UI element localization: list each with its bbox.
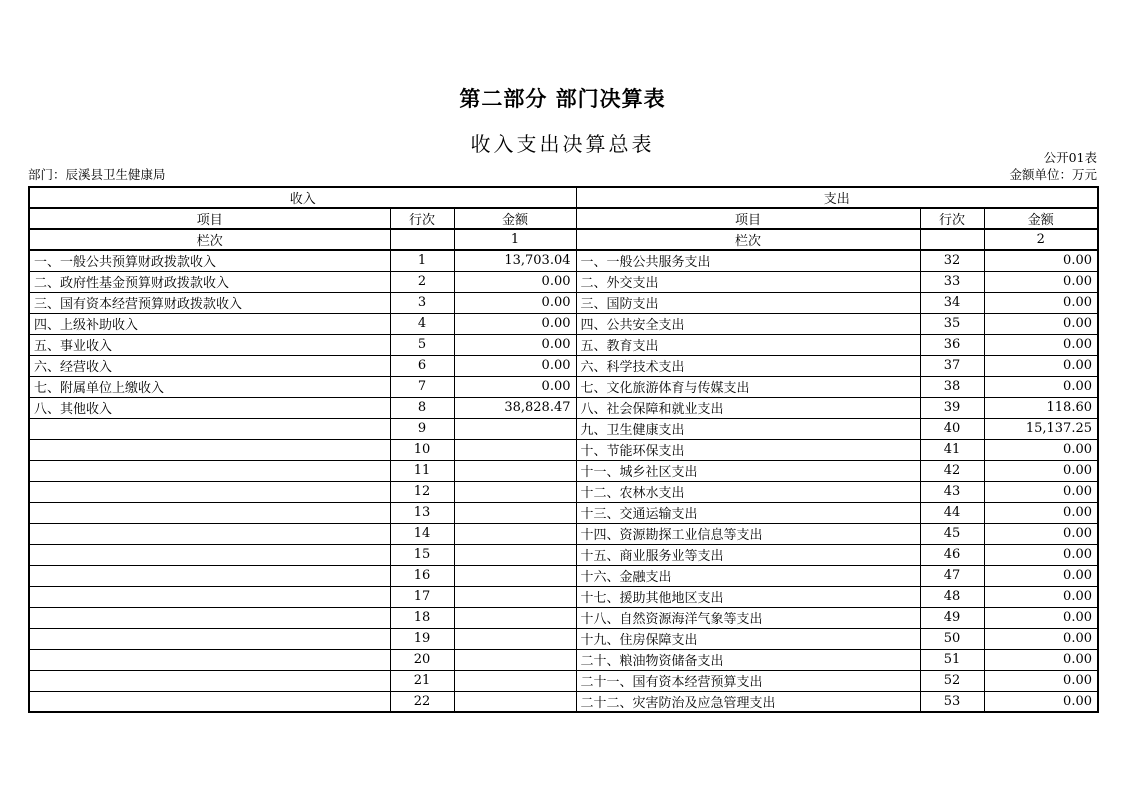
income-item-cell: 二、政府性基金预算财政拨款收入	[29, 271, 390, 292]
income-amount-cell	[454, 607, 576, 628]
department-label: 部门：辰溪县卫生健康局	[28, 167, 166, 182]
income-col-header-item: 项目	[29, 208, 390, 229]
income-item-cell	[29, 670, 390, 691]
expense-item-cell: 二十二、灾害防治及应急管理支出	[576, 691, 920, 712]
table-row	[29, 649, 1098, 670]
expense-amount-cell: 118.60	[984, 397, 1098, 418]
expense-line-cell: 52	[920, 670, 984, 691]
income-amount-cell: 0.00	[454, 355, 576, 376]
income-item-cell: 五、事业收入	[29, 334, 390, 355]
expense-line-cell: 35	[920, 313, 984, 334]
expense-item-cell: 十二、农林水支出	[576, 481, 920, 502]
income-line-cell: 18	[390, 607, 454, 628]
meta-row	[28, 165, 1097, 183]
income-item-cell: 六、经营收入	[29, 355, 390, 376]
income-amount-cell: 0.00	[454, 313, 576, 334]
income-line-cell: 10	[390, 439, 454, 460]
table-row	[29, 376, 1098, 397]
table-row	[29, 544, 1098, 565]
income-line-cell: 14	[390, 523, 454, 544]
expense-item-cell: 十七、援助其他地区支出	[576, 586, 920, 607]
expense-col-number: 2	[984, 229, 1098, 250]
income-line-cell: 16	[390, 565, 454, 586]
expense-lanci-line-cell	[920, 229, 984, 250]
expense-amount-cell: 0.00	[984, 460, 1098, 481]
expense-amount-cell: 0.00	[984, 376, 1098, 397]
expense-line-cell: 32	[920, 250, 984, 271]
income-line-cell: 11	[390, 460, 454, 481]
table-row	[29, 460, 1098, 481]
income-item-cell	[29, 481, 390, 502]
expense-line-cell: 40	[920, 418, 984, 439]
expense-item-cell: 九、卫生健康支出	[576, 418, 920, 439]
income-amount-cell: 0.00	[454, 271, 576, 292]
expense-item-cell: 十五、商业服务业等支出	[576, 544, 920, 565]
table-code: 公开01表	[1043, 150, 1097, 165]
expense-line-cell: 49	[920, 607, 984, 628]
income-line-cell: 9	[390, 418, 454, 439]
expense-item-cell: 十九、住房保障支出	[576, 628, 920, 649]
income-line-cell: 2	[390, 271, 454, 292]
income-line-cell: 13	[390, 502, 454, 523]
income-section-header: 收入	[29, 187, 576, 208]
expense-amount-cell: 0.00	[984, 313, 1098, 334]
expense-amount-cell: 0.00	[984, 586, 1098, 607]
expense-lanci-label: 栏次	[576, 229, 920, 250]
table-row	[29, 418, 1098, 439]
expense-line-cell: 36	[920, 334, 984, 355]
income-line-cell: 3	[390, 292, 454, 313]
income-amount-cell	[454, 523, 576, 544]
expense-line-cell: 34	[920, 292, 984, 313]
income-col-header-amount: 金额	[454, 208, 576, 229]
expense-item-cell: 四、公共安全支出	[576, 313, 920, 334]
table-title: 收入支出决算总表	[470, 132, 655, 156]
column-header-row	[29, 208, 1098, 229]
expense-section-header: 支出	[576, 187, 1098, 208]
expense-amount-cell: 0.00	[984, 691, 1098, 712]
income-line-cell: 17	[390, 586, 454, 607]
expense-amount-cell: 0.00	[984, 565, 1098, 586]
expense-col-header-line: 行次	[920, 208, 984, 229]
table-row	[29, 628, 1098, 649]
income-amount-cell	[454, 502, 576, 523]
income-amount-cell: 0.00	[454, 376, 576, 397]
income-amount-cell: 0.00	[454, 334, 576, 355]
income-line-cell: 22	[390, 691, 454, 712]
income-line-cell: 5	[390, 334, 454, 355]
income-item-cell	[29, 607, 390, 628]
income-col-number: 1	[454, 229, 576, 250]
expense-line-cell: 51	[920, 649, 984, 670]
table-row	[29, 355, 1098, 376]
table-row	[29, 670, 1098, 691]
table-row	[29, 565, 1098, 586]
table-row	[29, 481, 1098, 502]
table-row	[29, 502, 1098, 523]
column-number-row	[29, 229, 1098, 250]
income-line-cell: 15	[390, 544, 454, 565]
expense-item-cell: 十一、城乡社区支出	[576, 460, 920, 481]
income-item-cell	[29, 439, 390, 460]
expense-line-cell: 42	[920, 460, 984, 481]
income-amount-cell	[454, 544, 576, 565]
expense-amount-cell: 0.00	[984, 439, 1098, 460]
income-amount-cell	[454, 586, 576, 607]
expense-line-cell: 48	[920, 586, 984, 607]
income-item-cell	[29, 586, 390, 607]
expense-item-cell: 一、一般公共服务支出	[576, 250, 920, 271]
expense-col-header-amount: 金额	[984, 208, 1098, 229]
expense-amount-cell: 0.00	[984, 250, 1098, 271]
income-col-header-line: 行次	[390, 208, 454, 229]
expense-line-cell: 33	[920, 271, 984, 292]
table-row	[29, 334, 1098, 355]
expense-item-cell: 二、外交支出	[576, 271, 920, 292]
expense-amount-cell: 0.00	[984, 544, 1098, 565]
income-lanci-label: 栏次	[29, 229, 390, 250]
expense-item-cell: 十三、交通运输支出	[576, 502, 920, 523]
income-item-cell: 八、其他收入	[29, 397, 390, 418]
table-row	[29, 523, 1098, 544]
expense-line-cell: 47	[920, 565, 984, 586]
income-amount-cell	[454, 628, 576, 649]
income-amount-cell: 38,828.47	[454, 397, 576, 418]
income-line-cell: 7	[390, 376, 454, 397]
table-row	[29, 250, 1098, 271]
expense-line-cell: 41	[920, 439, 984, 460]
table-body	[29, 250, 1098, 712]
expense-amount-cell: 0.00	[984, 523, 1098, 544]
income-line-cell: 12	[390, 481, 454, 502]
income-line-cell: 21	[390, 670, 454, 691]
income-line-cell: 4	[390, 313, 454, 334]
expense-item-cell: 十、节能环保支出	[576, 439, 920, 460]
expense-amount-cell: 0.00	[984, 481, 1098, 502]
income-amount-cell: 0.00	[454, 292, 576, 313]
income-item-cell	[29, 418, 390, 439]
income-item-cell	[29, 460, 390, 481]
expense-amount-cell: 0.00	[984, 649, 1098, 670]
income-line-cell: 6	[390, 355, 454, 376]
expense-item-cell: 七、文化旅游体育与传媒支出	[576, 376, 920, 397]
expense-line-cell: 53	[920, 691, 984, 712]
expense-line-cell: 46	[920, 544, 984, 565]
expense-item-cell: 十八、自然资源海洋气象等支出	[576, 607, 920, 628]
income-item-cell: 七、附属单位上缴收入	[29, 376, 390, 397]
section-header-row	[29, 187, 1098, 208]
income-amount-cell	[454, 418, 576, 439]
income-item-cell	[29, 649, 390, 670]
income-amount-cell	[454, 691, 576, 712]
expense-line-cell: 37	[920, 355, 984, 376]
expense-amount-cell: 15,137.25	[984, 418, 1098, 439]
table-row	[29, 397, 1098, 418]
income-lanci-line-cell	[390, 229, 454, 250]
expense-amount-cell: 0.00	[984, 355, 1098, 376]
expense-amount-cell: 0.00	[984, 502, 1098, 523]
income-amount-cell	[454, 460, 576, 481]
expense-amount-cell: 0.00	[984, 271, 1098, 292]
expense-item-cell: 二十一、国有资本经营预算支出	[576, 670, 920, 691]
expense-item-cell: 六、科学技术支出	[576, 355, 920, 376]
income-amount-cell	[454, 649, 576, 670]
expense-item-cell: 五、教育支出	[576, 334, 920, 355]
income-amount-cell	[454, 481, 576, 502]
expense-item-cell: 三、国防支出	[576, 292, 920, 313]
expense-item-cell: 十四、资源勘探工业信息等支出	[576, 523, 920, 544]
income-amount-cell	[454, 565, 576, 586]
table-row	[29, 691, 1098, 712]
expense-line-cell: 39	[920, 397, 984, 418]
expense-line-cell: 50	[920, 628, 984, 649]
income-item-cell	[29, 544, 390, 565]
expense-item-cell: 十六、金融支出	[576, 565, 920, 586]
income-line-cell: 19	[390, 628, 454, 649]
expense-line-cell: 43	[920, 481, 984, 502]
expense-amount-cell: 0.00	[984, 292, 1098, 313]
expense-amount-cell: 0.00	[984, 607, 1098, 628]
income-amount-cell: 13,703.04	[454, 250, 576, 271]
expense-amount-cell: 0.00	[984, 670, 1098, 691]
income-item-cell	[29, 628, 390, 649]
income-amount-cell	[454, 439, 576, 460]
table-row	[29, 607, 1098, 628]
expense-item-cell: 二十、粮油物资储备支出	[576, 649, 920, 670]
income-item-cell	[29, 565, 390, 586]
income-item-cell: 三、国有资本经营预算财政拨款收入	[29, 292, 390, 313]
unit-label: 金额单位：万元	[1009, 167, 1097, 182]
expense-amount-cell: 0.00	[984, 628, 1098, 649]
income-item-cell	[29, 691, 390, 712]
expense-line-cell: 45	[920, 523, 984, 544]
expense-line-cell: 38	[920, 376, 984, 397]
income-item-cell	[29, 523, 390, 544]
income-item-cell: 一、一般公共预算财政拨款收入	[29, 250, 390, 271]
table-row	[29, 313, 1098, 334]
table-row	[29, 439, 1098, 460]
table-row	[29, 586, 1098, 607]
income-expense-table	[28, 186, 1099, 713]
income-line-cell: 1	[390, 250, 454, 271]
expense-amount-cell: 0.00	[984, 334, 1098, 355]
section-title: 第二部分 部门决算表	[459, 87, 666, 111]
expense-item-cell: 八、社会保障和就业支出	[576, 397, 920, 418]
table-row	[29, 271, 1098, 292]
income-line-cell: 8	[390, 397, 454, 418]
expense-col-header-item: 项目	[576, 208, 920, 229]
table-row	[29, 292, 1098, 313]
income-line-cell: 20	[390, 649, 454, 670]
income-item-cell: 四、上级补助收入	[29, 313, 390, 334]
expense-line-cell: 44	[920, 502, 984, 523]
income-amount-cell	[454, 670, 576, 691]
income-item-cell	[29, 502, 390, 523]
